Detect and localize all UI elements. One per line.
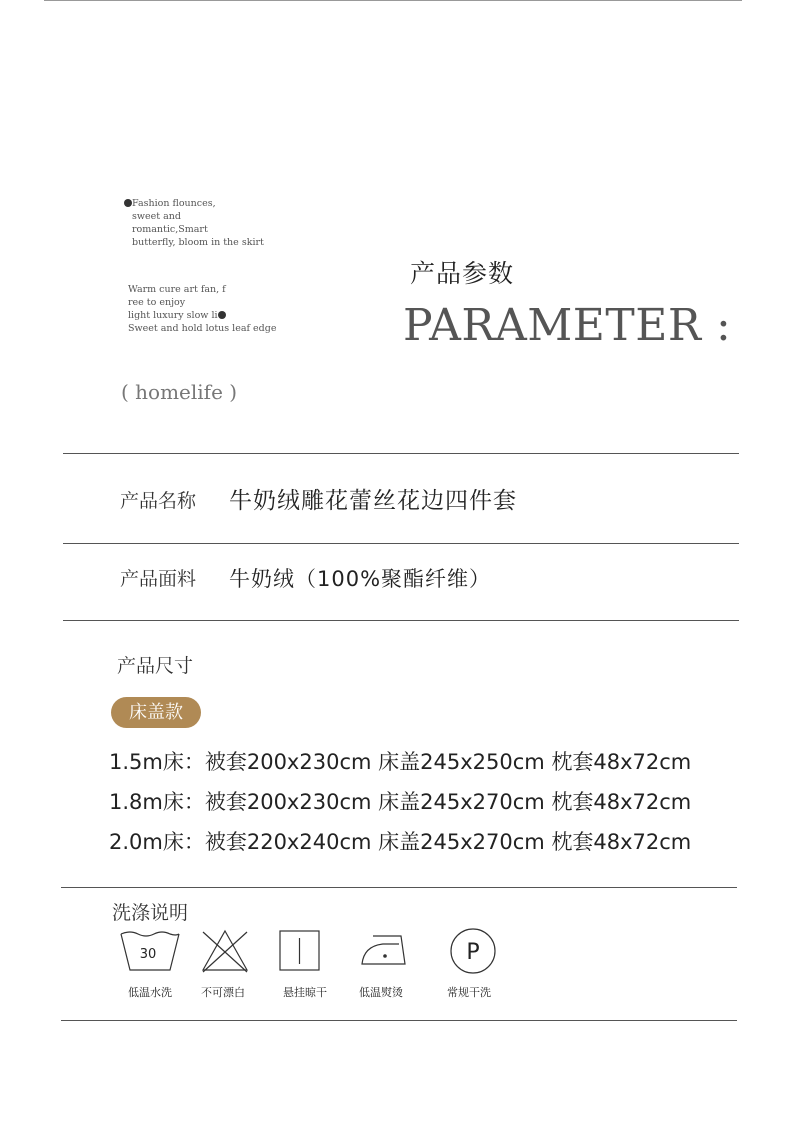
wash-temp-text: 30	[139, 947, 157, 962]
size-row: 2.0m床：被套220x240cm 床盖245x270cm 枕套48x72cm	[109, 830, 692, 854]
poem-block-2	[128, 283, 276, 335]
divider	[63, 543, 739, 544]
care-label-hang-dry: 悬挂晾干	[283, 986, 327, 999]
brand-tagline: ( homelife )	[121, 380, 238, 404]
care-label-iron: 低温熨烫	[359, 986, 403, 999]
divider	[63, 620, 739, 621]
product-name-value: 牛奶绒雕花蕾丝花边四件套	[229, 488, 517, 514]
poem-line: Sweet and hold lotus leaf edge	[128, 323, 277, 334]
style-badge: 床盖款	[111, 697, 201, 728]
dry-clean-symbol: P	[466, 940, 480, 965]
dry-clean-p-icon	[449, 927, 497, 975]
poem-line: romantic,Smart	[132, 224, 208, 235]
page-title-cn: 产品参数	[410, 259, 515, 288]
poem-line: Fashion flounces,	[132, 198, 216, 209]
poem-line: sweet and	[132, 211, 181, 222]
care-label-dry-clean: 常规干洗	[447, 986, 491, 999]
size-row: 1.5m床：被套200x230cm 床盖245x250cm 枕套48x72cm	[109, 750, 692, 774]
size-label: 产品尺寸	[117, 655, 194, 677]
bullet-dot-icon	[124, 199, 132, 207]
size-row: 1.8m床：被套200x230cm 床盖245x270cm 枕套48x72cm	[109, 790, 692, 814]
material-value: 牛奶绒（100%聚酯纤维）	[229, 567, 492, 591]
divider	[63, 453, 739, 454]
poem-line: ree to enjoy	[128, 297, 186, 308]
page-title-en: PARAMETER :	[403, 300, 732, 351]
poem-block-1	[124, 197, 264, 249]
product-name-label: 产品名称	[120, 490, 197, 512]
bullet-dot-icon	[218, 311, 226, 319]
care-label-no-bleach: 不可漂白	[201, 986, 245, 999]
poem-line: light luxury slow li	[128, 310, 218, 321]
iron-low-icon	[359, 930, 409, 968]
care-label-wash: 低温水洗	[128, 986, 172, 999]
divider	[61, 887, 737, 888]
material-label: 产品面料	[120, 568, 197, 590]
top-border	[44, 0, 742, 1]
care-title: 洗涤说明	[112, 902, 189, 924]
poem-line: butterfly, bloom in the skirt	[132, 237, 264, 248]
no-bleach-icon	[199, 928, 251, 974]
divider	[61, 1020, 737, 1021]
poem-line: Warm cure art fan, f	[128, 284, 226, 295]
hang-dry-icon	[279, 930, 321, 972]
wash-30-icon	[118, 928, 182, 974]
